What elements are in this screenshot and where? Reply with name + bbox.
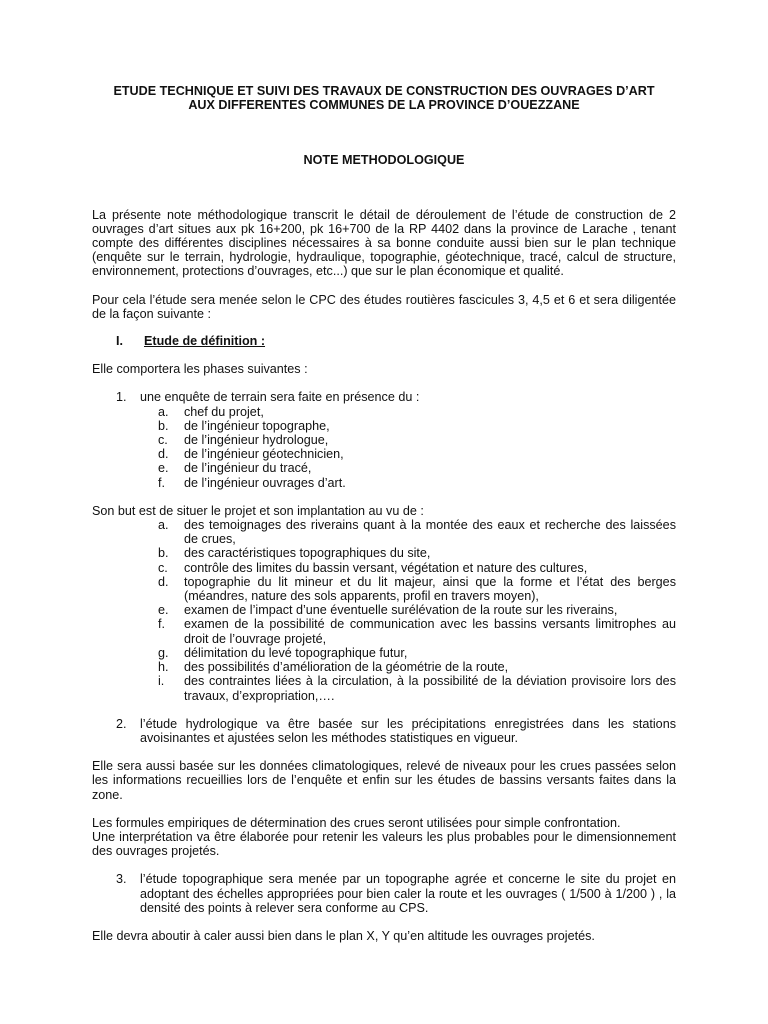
list-item [158,674,676,702]
section-number: I. [116,334,123,349]
section-heading [116,334,676,348]
list-text: de l’ingénieur hydrologue, [184,433,329,448]
list-item [158,617,676,645]
climato-paragraph: Elle sera aussi basée sur les données climatologiques, relevé de niveaux pour les crues passées selon les informations recueillies lors de l’enquête et enfin sur les études de bassins versants faites dans la zone. [92,759,676,802]
list-letter: i. [158,674,165,689]
cpc-paragraph: Pour cela l’étude sera menée selon le CPC des études routières fascicules 3, 4,5 et 6 et sera diligentée de la façon suivante : [92,292,676,321]
list-item [158,447,676,461]
list-text: examen de l’impact d’une éventuelle surélévation de la route sur les riverains, [184,603,618,618]
list-item [158,405,676,419]
list-letter: d. [158,447,169,462]
document-title-line-1: ETUDE TECHNIQUE ET SUIVI DES TRAVAUX DE CONSTRUCTION DES OUVRAGES D’ART [113,84,655,98]
criteria-list [158,518,676,703]
list-letter: c. [158,560,168,575]
list-text: des contraintes liées à la circulation, à la possibilité de la déviation provisoire lors des travaux, d’expropriation,…. [184,674,676,703]
interpretation-paragraph: Une interprétation va être élaborée pour retenir les valeurs les plus probables pour le dimensionnement des ouvrages projetés. [92,829,676,859]
list-text: des caractéristiques topographiques du site, [184,546,431,561]
item-text: l’étude topographique sera menée par un topographe agrée et concerne le site du projet en adoptant des échelles appropriées pour bien caler la route et les ouvrages ( 1/500 à 1/200 ) , la densité des points à relever sera conforme au CPS. [140,872,676,915]
list-text: topographie du lit mineur et du lit majeur, ainsi que la forme et l’état des berges (méandres, nature des sols apparents, profil en travers moyen), [184,574,676,604]
numbered-item-2 [116,717,676,745]
list-item [158,561,676,575]
list-text: contrôle des limites du bassin versant, végétation et nature des cultures, [184,560,588,575]
document-title-line-2: AUX DIFFERENTES COMMUNES DE LA PROVINCE D’OUEZZANE [188,98,580,113]
list-letter: f. [158,475,165,490]
section-title: Etude de définition : [144,334,266,349]
list-letter: h. [158,660,169,675]
list-text: des temoignages des riverains quant à la montée des eaux et recherche des laissées de crues, [184,518,676,547]
item-number: 3. [116,872,127,887]
list-letter: e. [158,603,169,618]
list-text: examen de la possibilité de communication avec les bassins versants limitrophes au droit de l’ouvrage projeté, [184,617,676,646]
list-letter: c. [158,433,168,448]
list-letter: f. [158,617,165,632]
list-item [158,518,676,546]
document-subtitle: NOTE METHODOLOGIQUE [303,153,465,168]
list-item [158,646,676,660]
but-intro: Son but est de situer le projet et son implantation au vu de : [92,503,424,518]
list-letter: a. [158,518,169,533]
list-letter: e. [158,461,169,476]
item-text: l’étude hydrologique va être basée sur les précipitations enregistrées dans les stations avoisinantes et ajustées selon les méthodes statistiques en vigueur. [140,716,676,745]
list-item [158,546,676,560]
participants-list [158,405,676,490]
list-letter: d. [158,574,169,589]
list-item [158,433,676,447]
list-item [158,575,676,603]
list-text: de l’ingénieur topographe, [184,418,330,433]
list-text: chef du projet, [184,404,264,419]
list-text: des possibilités d’amélioration de la géométrie de la route, [184,660,509,675]
final-paragraph: Elle devra aboutir à caler aussi bien dans le plan X, Y qu’en altitude les ouvrages projetés. [92,928,595,943]
list-text: de l’ingénieur géotechnicien, [184,447,344,462]
list-letter: b. [158,546,169,561]
list-letter: g. [158,645,169,660]
list-item [158,419,676,433]
formules-paragraph: Les formules empiriques de détermination des crues seront utilisées pour simple confrontation. [92,815,621,830]
list-letter: b. [158,418,169,433]
list-text: de l’ingénieur ouvrages d’art. [184,475,346,490]
numbered-item-3 [116,872,676,915]
list-item [158,476,676,490]
list-text: délimitation du levé topographique futur, [184,645,408,660]
list-item [158,660,676,674]
numbered-item-1 [116,390,676,404]
item-text: une enquête de terrain sera faite en présence du : [140,390,420,405]
list-letter: a. [158,404,169,419]
list-item [158,461,676,475]
list-text: de l’ingénieur du tracé, [184,461,312,476]
item-number: 1. [116,390,127,405]
intro-paragraph: La présente note méthodologique transcrit le détail de déroulement de l’étude de construction de 2 ouvrages d’art situes aux pk 16+200, pk 16+700 de la RP 4402 dans la province de Larache , tenant compte des différentes disciplines nécessaires à sa bonne conduite aussi bien sur le plan technique (enquête sur le terrain, hydrologie, hydraulique, topographie, géotechnique, tracé, calcul de structure, environnement, protections d’ouvrages, etc...) que sur le plan économique et qualité. [92,207,676,279]
list-item [158,603,676,617]
item-number: 2. [116,716,127,731]
phases-intro: Elle comportera les phases suivantes : [92,362,308,377]
